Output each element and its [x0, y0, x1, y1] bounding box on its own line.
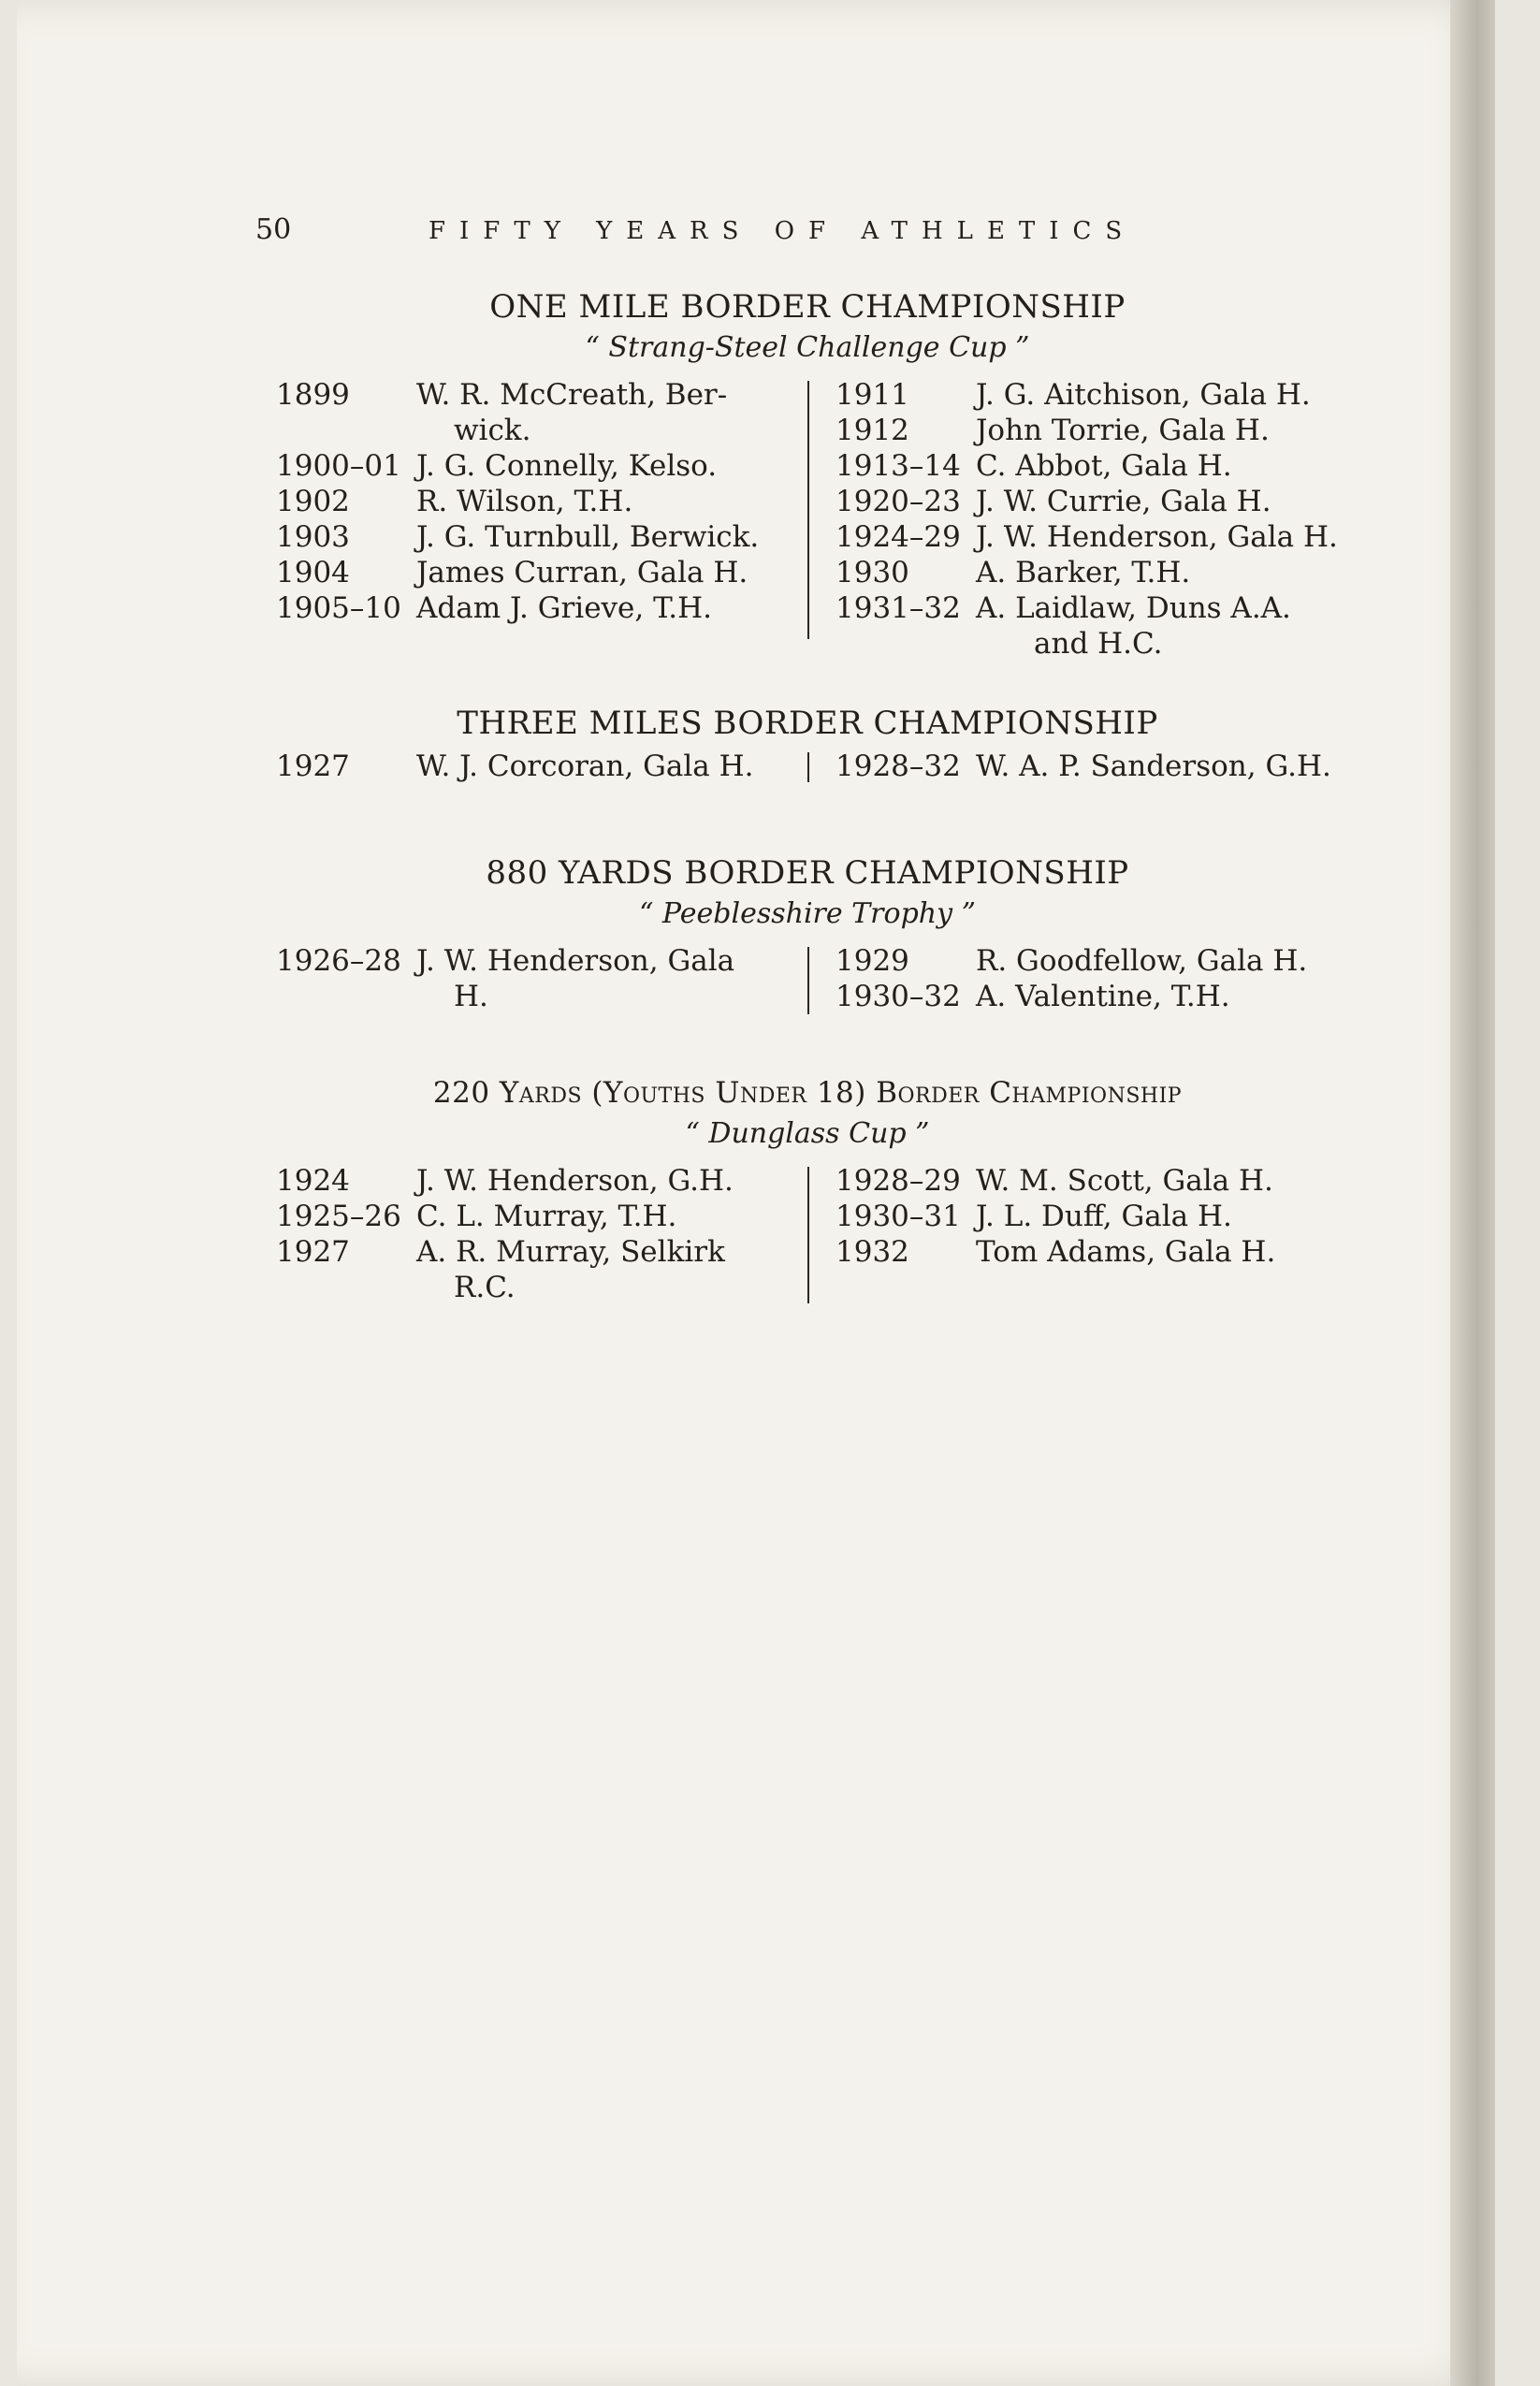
results-left-column — [276, 749, 805, 784]
result-year: 1932 — [835, 1235, 909, 1269]
result-row — [276, 484, 805, 519]
result-year: 1924–29 — [835, 520, 961, 554]
result-name: J. W. Henderson, Gala — [416, 944, 735, 978]
section-880-yards — [265, 851, 1350, 1018]
result-year: 1920–23 — [835, 485, 961, 518]
result-name: John Torrie, Gala H. — [976, 414, 1270, 447]
result-row — [276, 519, 805, 555]
result-row — [835, 943, 1359, 979]
result-year: 1929 — [835, 944, 909, 978]
result-row — [276, 749, 805, 784]
result-name: J. W. Henderson, Gala H. — [976, 520, 1338, 554]
result-name-continued: H. — [454, 980, 488, 1013]
result-name: C. Abbot, Gala H. — [976, 449, 1232, 483]
section-subtitle: “ Dunglass Cup ” — [685, 1117, 930, 1150]
section-title: THREE MILES BORDER CHAMPIONSHIP — [457, 705, 1158, 742]
result-year: 1925–26 — [276, 1200, 401, 1233]
page-header — [255, 213, 1210, 260]
result-name: A. R. Murray, Selkirk — [416, 1235, 725, 1269]
result-year: 1905–10 — [276, 591, 401, 625]
result-year: 1900–01 — [276, 449, 401, 483]
results-table — [265, 377, 1350, 661]
result-row — [276, 448, 805, 484]
section-title: ONE MILE BORDER CHAMPIONSHIP — [489, 288, 1126, 326]
result-name: A. Valentine, T.H. — [976, 980, 1230, 1013]
result-year: 1931–32 — [835, 591, 961, 625]
results-right-column — [835, 943, 1359, 1014]
result-year: 1928–32 — [835, 749, 961, 783]
result-year: 1926–28 — [276, 944, 401, 978]
results-right-column — [835, 377, 1359, 662]
result-year: 1902 — [276, 485, 350, 518]
result-name: A. Laidlaw, Duns A.A. — [976, 591, 1291, 625]
section-title: 880 YARDS BORDER CHAMPIONSHIP — [486, 854, 1129, 892]
result-name: C. L. Murray, T.H. — [416, 1200, 677, 1233]
running-title: FIFTY YEARS OF ATHLETICS — [429, 217, 1137, 245]
result-row — [835, 1234, 1359, 1270]
results-right-column — [835, 1163, 1359, 1270]
section-title: 220 Yards (Youths Under 18) Border Championship — [432, 1076, 1183, 1110]
results-right-column — [835, 749, 1359, 784]
result-name: J. G. Aitchison, Gala H. — [976, 378, 1311, 412]
result-year: 1904 — [276, 556, 350, 589]
result-row — [835, 377, 1359, 413]
result-row — [276, 377, 805, 448]
result-row — [276, 590, 805, 626]
page-number: 50 — [255, 213, 292, 246]
result-row — [835, 448, 1359, 484]
page-spine-shadow — [1450, 0, 1495, 2386]
result-name: W. J. Corcoran, Gala H. — [416, 749, 754, 783]
result-name: J. L. Duff, Gala H. — [976, 1200, 1232, 1233]
result-year: 1912 — [835, 414, 909, 447]
result-row — [276, 1234, 805, 1305]
result-name: Adam J. Grieve, T.H. — [416, 591, 712, 625]
result-row — [835, 555, 1359, 590]
result-year: 1913–14 — [835, 449, 961, 483]
result-row — [835, 519, 1359, 555]
section-one-mile — [265, 285, 1350, 661]
result-year: 1930–32 — [835, 980, 961, 1013]
result-year: 1903 — [276, 520, 350, 554]
result-year: 1928–29 — [835, 1164, 961, 1198]
result-row — [835, 1163, 1359, 1199]
result-row — [835, 1199, 1359, 1234]
results-table — [265, 1163, 1350, 1304]
result-name: J. G. Turnbull, Berwick. — [416, 520, 760, 554]
column-divider — [807, 752, 809, 782]
result-name-continued: wick. — [454, 414, 531, 447]
column-divider — [807, 381, 809, 639]
result-year: 1911 — [835, 378, 909, 412]
result-year: 1924 — [276, 1164, 350, 1198]
result-row — [835, 413, 1359, 448]
section-220-yards — [265, 1071, 1350, 1304]
result-row — [835, 979, 1359, 1014]
section-subtitle: “ Peeblesshire Trophy ” — [639, 897, 976, 930]
result-name: W. R. McCreath, Ber- — [416, 378, 728, 412]
result-row — [276, 1163, 805, 1199]
column-divider — [807, 1167, 809, 1303]
result-year: 1899 — [276, 378, 350, 412]
result-row — [276, 555, 805, 590]
results-table — [265, 943, 1350, 1018]
result-name-continued: R.C. — [454, 1271, 516, 1304]
section-subtitle: “ Strang-Steel Challenge Cup ” — [585, 331, 1030, 364]
result-name: W. A. P. Sanderson, G.H. — [976, 749, 1331, 783]
result-name-continued: and H.C. — [1034, 627, 1163, 661]
result-row — [835, 590, 1359, 662]
results-left-column — [276, 943, 805, 1014]
results-left-column — [276, 1163, 805, 1305]
result-name: J. W. Henderson, G.H. — [416, 1164, 734, 1198]
result-year: 1927 — [276, 749, 350, 783]
result-name: J. W. Currie, Gala H. — [976, 485, 1271, 518]
result-year: 1930 — [835, 556, 909, 589]
result-name: Tom Adams, Gala H. — [976, 1235, 1276, 1269]
column-divider — [807, 947, 809, 1014]
result-row — [835, 749, 1359, 784]
result-name: W. M. Scott, Gala H. — [976, 1164, 1273, 1198]
results-left-column — [276, 377, 805, 626]
result-name: James Curran, Gala H. — [416, 556, 748, 589]
result-row — [276, 1199, 805, 1234]
result-year: 1930–31 — [835, 1200, 961, 1233]
result-name: J. G. Connelly, Kelso. — [416, 449, 718, 483]
result-row — [276, 943, 805, 1014]
results-table — [265, 749, 1350, 791]
result-name: R. Goodfellow, Gala H. — [976, 944, 1308, 978]
book-page — [17, 0, 1495, 2386]
result-name: A. Barker, T.H. — [976, 556, 1191, 589]
result-year: 1927 — [276, 1235, 350, 1269]
result-row — [835, 484, 1359, 519]
section-three-miles — [265, 702, 1350, 791]
result-name: R. Wilson, T.H. — [416, 485, 633, 518]
